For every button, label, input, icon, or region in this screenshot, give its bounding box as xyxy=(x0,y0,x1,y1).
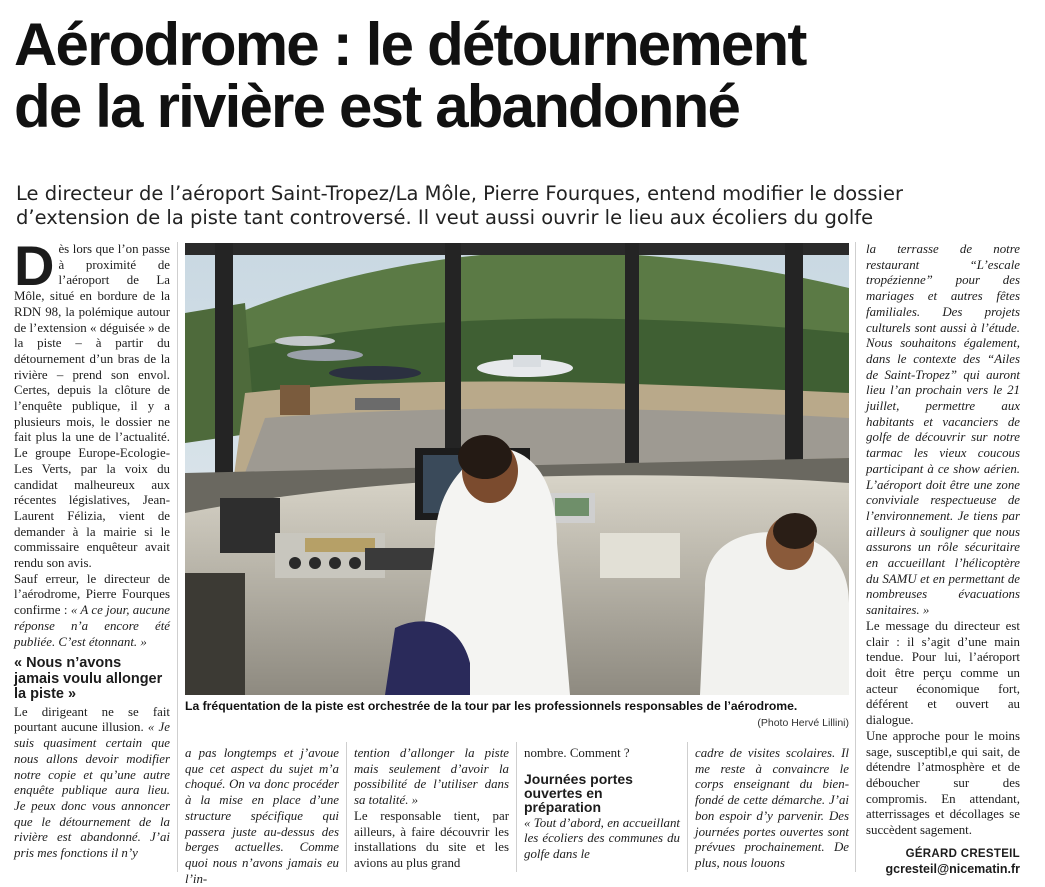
col4-quote: « Tout d’abord, en accueillant les écoliers des communes du golfe dans le xyxy=(524,815,680,862)
drop-cap: D xyxy=(14,234,55,297)
headline-line-2: de la rivière est abandonné xyxy=(14,73,740,140)
article-column-2 xyxy=(185,746,339,887)
paragraph-intro xyxy=(14,234,170,572)
article-column-5 xyxy=(695,746,849,872)
control-tower-photo xyxy=(185,243,849,695)
standfirst xyxy=(16,182,1036,230)
col4-text: nombre. Comment ? xyxy=(524,746,630,760)
author-email: gcresteil@nicematin.fr xyxy=(885,862,1020,877)
illusion-text: Le dirigeant ne se fait pourtant aucune illusion. xyxy=(14,704,170,735)
column-divider xyxy=(855,242,856,872)
standfirst-line-2: d’extension de la piste tant controversé. Il veut aussi ouvrir le lieu aux écoliers du golfe xyxy=(16,206,874,229)
standfirst-line-1: Le directeur de l’aéroport Saint-Tropez/La Môle, Pierre Fourques, entend modifier le dossier xyxy=(16,182,903,205)
col6-text-2: Une approche pour le moins sage, susceptibl,e qui sait, de détendre l’atmosphère et de déboucher sur des compromis. En attendant, atterrissages et décollages se succèdent sagement. xyxy=(866,728,1020,838)
col3-quote: tention d’allonger la piste mais seulement d’avoir la possibilité de l’utiliser dans sa totalité. » xyxy=(354,746,509,808)
author-byline: GÉRARD CRESTEIL xyxy=(905,847,1020,860)
col2-text: a pas longtemps et j’avoue que cet aspect du sujet m’a choqué. On va donc procéder à la mise en place d’une structure spécifique qui passera juste au-dessus des berges actuelles. Comme quoi nous n’avons jamais eu l’in- xyxy=(185,746,339,886)
photo-caption: La fréquentation de la piste est orchestrée de la tour par les professionnels responsables de l’aérodrome. xyxy=(185,699,798,713)
article-column-1 xyxy=(14,234,170,862)
headline-line-1: Aérodrome : le détournement xyxy=(14,11,806,78)
column-divider xyxy=(346,742,347,872)
confirm-quote: « A ce jour, aucune réponse n’a encore été publiée. C’est étonnant. » xyxy=(14,603,170,649)
col5-quote: cadre de visites scolaires. Il me reste à convaincre le corps enseignant du bien-fondé de cette démarche. J’ai bon espoir d’y parvenir. Des journées portes ouvertes sont prévues prochainement. De plus, nous louons xyxy=(695,746,849,870)
confirm-text: Sauf erreur, le directeur de l’aérodrome, Pierre Fourques confirme : xyxy=(14,571,170,618)
subhead-portes-ouvertes: Journées portes ouvertes en préparation xyxy=(524,770,633,815)
photo-credit: (Photo Hervé Lillini) xyxy=(757,717,849,729)
subhead-allonger: « Nous n’avons jamais voulu allonger la piste » xyxy=(14,655,163,703)
paragraph-confirm xyxy=(14,572,170,651)
article-column-4 xyxy=(524,746,680,863)
paragraph-illusion xyxy=(14,705,170,862)
column-divider xyxy=(177,242,178,872)
column-divider xyxy=(687,742,688,872)
headline xyxy=(14,11,1034,140)
illusion-quote: « Je suis quasiment certain que nous allons devoir modifier notre copie et qu’une autre enquête publique aura lieu. Je peux donc vous annoncer que le détournement de la rivière est abandonné. J’ai pris mes fonctions il n’y xyxy=(14,720,170,861)
article-column-3 xyxy=(354,746,509,872)
col6-quote: la terrasse de notre restaurant “L’escale tropézienne” pour des mariages et autres fêtes familiales. Des projets culturels sont aussi à l’étude. Nous souhaitons également, dans le contexte des “Ailes de Saint-Tropez” qui auront lieu l’an prochain vers le 21 juillet, permettre aux habitants et vacanciers de golfe de découvrir sur notre tarmac les vieux coucous participant à ce show aérien. L’aéroport doit être une zone conviviale respectueuse de l’environnement. Je tiens par ailleurs à souligner que nous assurons un rôle sécuritaire en accueillant l’hélicoptère du SAMU et en permettant de nombreuses évacuations sanitaires. » xyxy=(866,242,1020,618)
col3-text: Le responsable tient, par ailleurs, à faire découvrir les installations du site et les avions au plus grand xyxy=(354,808,509,870)
intro-text: ès lors que l’on passe à proximité de l’aéroport de La Môle, situé en bordure de la RDN 98, la polémique autour de l’extension « déguisée » de la piste – à partir du détournement d’un bras de la rivière – prend son envol. Certes, depuis la clôture de l’enquête publique, il y a plusieurs mois, le dossier ne fait plus la une de l’actualité. Le groupe Europe-Ecologie-Les Verts, par la voix du candidat malheureux aux récentes législatives, Jean-Laurent Félizia, vient de demander à la mairie si le commissaire enquêteur avait rendu son avis. xyxy=(14,242,170,571)
article-column-6 xyxy=(866,242,1020,878)
column-divider xyxy=(516,742,517,872)
photo-illustration xyxy=(185,243,849,695)
col6-text: Le message du directeur est clair : il s’agit d’une main tendue. Pour lui, l’aéroport doit être perçu comme un acteur économique fort, déférent et ouvert au dialogue. xyxy=(866,618,1020,728)
